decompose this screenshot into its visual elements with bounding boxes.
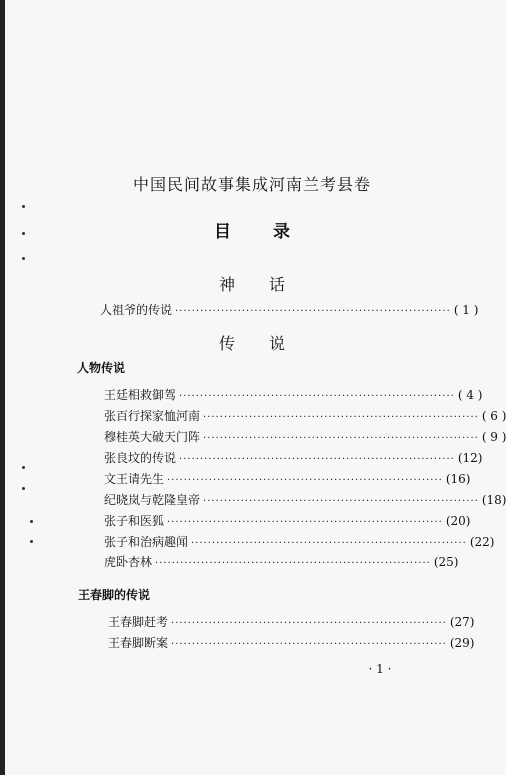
toc-entry[interactable] bbox=[104, 407, 506, 425]
dot-leader: ·································································· bbox=[171, 639, 447, 650]
dot-leader: ·································································· bbox=[179, 454, 455, 465]
entry-title: 纪晓岚与乾隆皇帝 bbox=[104, 493, 201, 507]
entry-page: (12) bbox=[457, 451, 483, 465]
toc-entry[interactable] bbox=[104, 449, 483, 467]
entry-page: ( 4 ) bbox=[457, 388, 483, 402]
toc-entry[interactable] bbox=[104, 491, 506, 509]
dot-leader: ·································································· bbox=[167, 475, 443, 486]
dot-leader: ·································································· bbox=[167, 517, 443, 528]
entry-title: 穆桂英大破天门阵 bbox=[104, 430, 201, 444]
group-heading: 王春脚的传说 bbox=[78, 588, 151, 602]
entry-title: 张子和治病趣闻 bbox=[104, 535, 189, 549]
dot-leader: ·································································· bbox=[203, 496, 479, 507]
entry-page: ( 6 ) bbox=[481, 409, 506, 423]
section-legend: 传说 bbox=[218, 334, 319, 353]
dot-leader: ·································································· bbox=[155, 558, 431, 569]
dot-leader: ·································································· bbox=[175, 306, 451, 317]
toc-entry[interactable] bbox=[104, 553, 459, 571]
entry-page: ( 1 ) bbox=[453, 303, 479, 317]
page-number: · 1 · bbox=[368, 662, 392, 676]
dot-leader: ·································································· bbox=[203, 412, 479, 423]
toc-entry[interactable] bbox=[108, 634, 475, 652]
toc-entry[interactable] bbox=[104, 386, 483, 404]
dot-leader: ·································································· bbox=[171, 618, 447, 629]
entry-page: (16) bbox=[445, 472, 471, 486]
entry-page: (27) bbox=[449, 615, 475, 629]
entry-title: 文王请先生 bbox=[104, 472, 165, 486]
toc-entry[interactable] bbox=[104, 533, 495, 551]
dot-leader: ·································································· bbox=[203, 433, 479, 444]
scan-speck bbox=[22, 257, 25, 260]
entry-title: 张子和医狐 bbox=[104, 514, 165, 528]
entry-page: (20) bbox=[445, 514, 471, 528]
entry-page: ( 9 ) bbox=[481, 430, 506, 444]
entry-page: (25) bbox=[433, 555, 459, 569]
scan-speck bbox=[22, 205, 25, 208]
entry-page: (29) bbox=[449, 636, 475, 650]
toc-heading: 目录 bbox=[214, 222, 332, 242]
toc-entry[interactable] bbox=[100, 301, 479, 319]
toc-entry[interactable] bbox=[104, 512, 471, 530]
dot-leader: ·································································· bbox=[191, 538, 467, 549]
scan-speck bbox=[22, 487, 25, 490]
entry-title: 张良坟的传说 bbox=[104, 451, 177, 465]
book-title: 中国民间故事集成河南兰考县卷 bbox=[132, 175, 371, 194]
entry-title: 王春脚赶考 bbox=[108, 615, 169, 629]
dot-leader: ·································································· bbox=[179, 391, 455, 402]
entry-title: 张百行探家恤河南 bbox=[104, 409, 201, 423]
entry-page: (22) bbox=[469, 535, 495, 549]
scan-left-edge bbox=[0, 0, 5, 775]
entry-title: 人祖爷的传说 bbox=[100, 303, 173, 317]
entry-title: 王廷相救御驾 bbox=[104, 388, 177, 402]
toc-entry[interactable] bbox=[104, 470, 471, 488]
scan-speck bbox=[30, 520, 33, 523]
group-heading: 人物传说 bbox=[77, 361, 126, 375]
scan-speck bbox=[30, 540, 33, 543]
entry-title: 王春脚断案 bbox=[108, 636, 169, 650]
entry-title: 虎卧杏林 bbox=[104, 555, 153, 569]
section-myth: 神话 bbox=[218, 275, 319, 294]
toc-entry[interactable] bbox=[108, 613, 475, 631]
scan-speck bbox=[22, 466, 25, 469]
toc-entry[interactable] bbox=[104, 428, 506, 446]
entry-page: (18) bbox=[481, 493, 506, 507]
